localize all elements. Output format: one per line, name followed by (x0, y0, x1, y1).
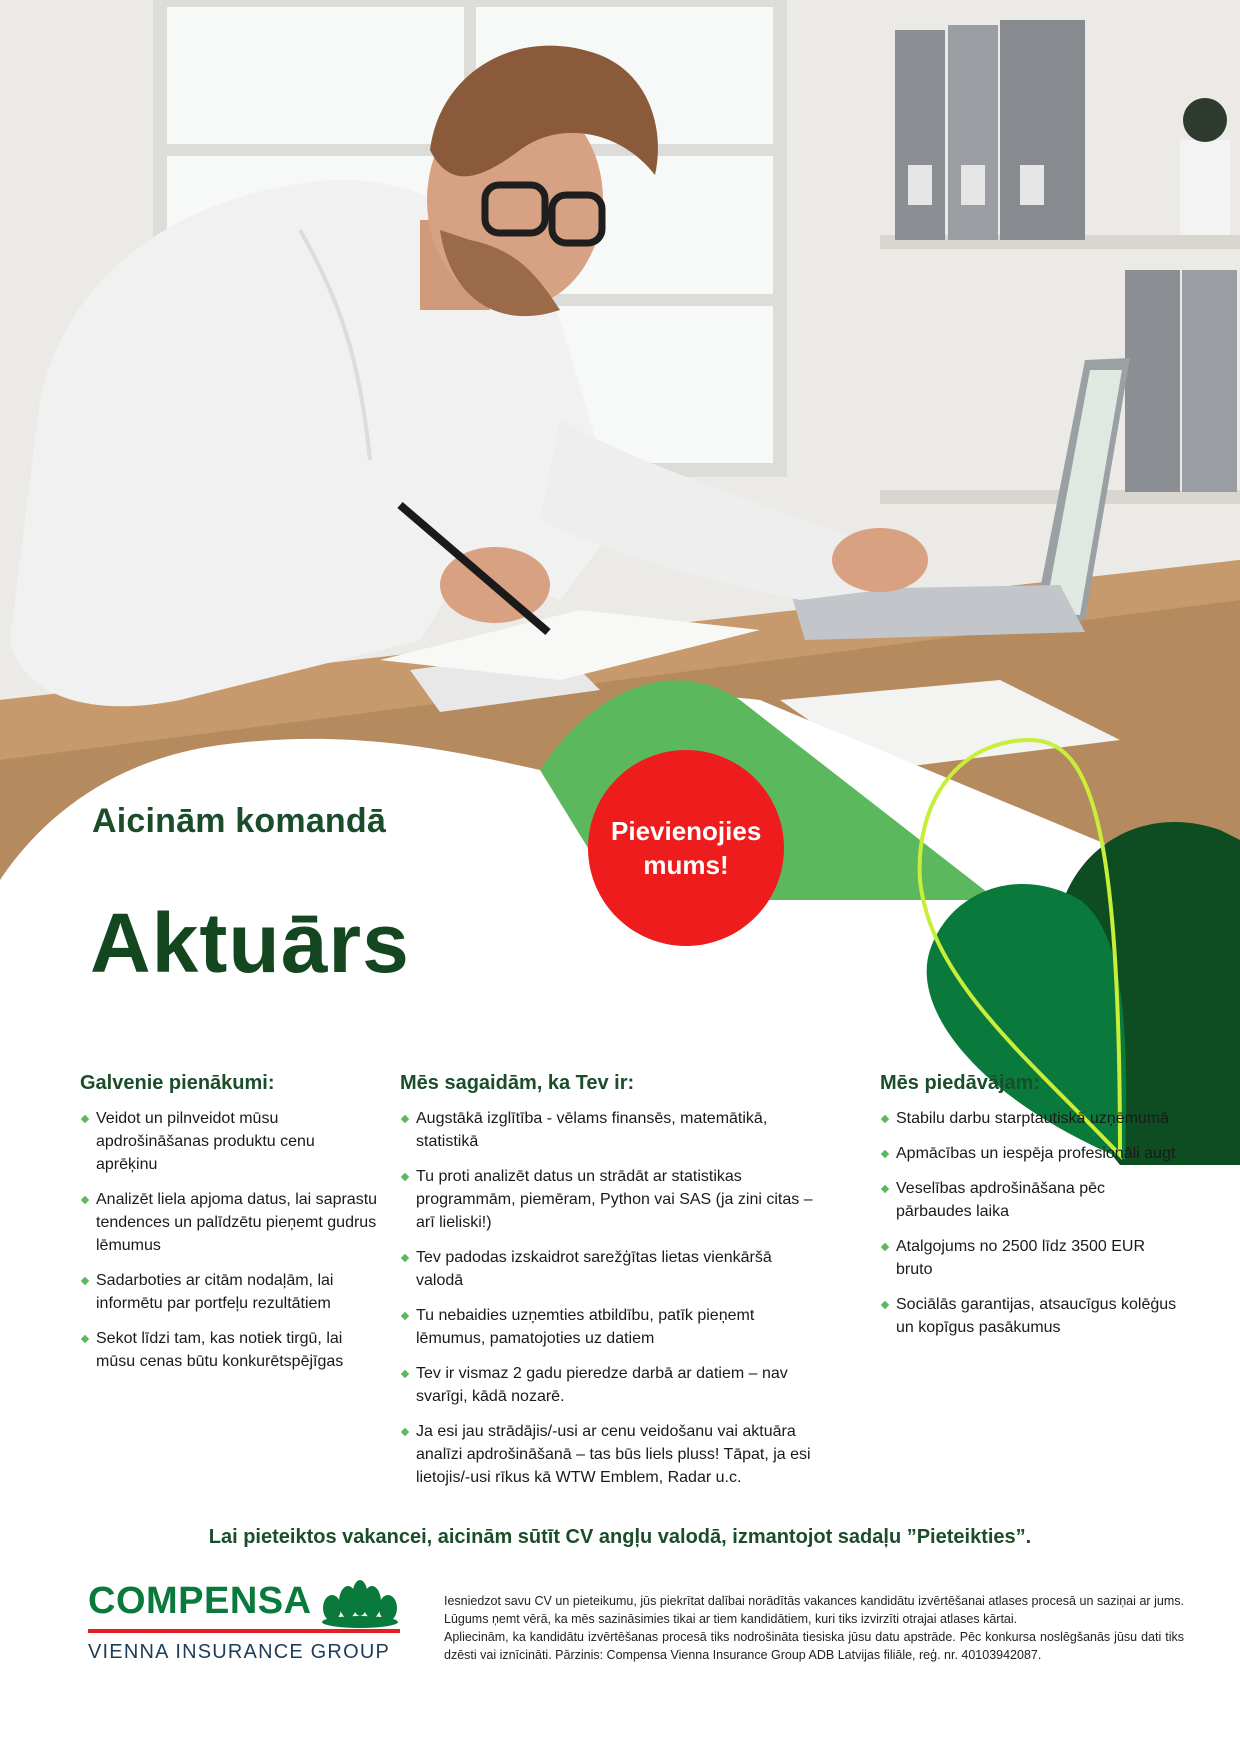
job-title: Aktuārs (90, 896, 410, 990)
duties-heading: Galvenie pienākumi: (80, 1072, 275, 1094)
offer-item: Apmācības un iespēja profesionāli augt (880, 1142, 1180, 1165)
offer-item: Veselības apdrošināšana pēc pārbaudes laika (880, 1177, 1180, 1223)
requirement-item: Tu proti analizēt datus un strādāt ar statistikas programmām, piemēram, Python vai SAS (ja zini citas – arī lieliski!) (400, 1165, 820, 1234)
logo-wordmark: COMPENSA (88, 1580, 312, 1622)
duty-item: Veidot un pilnveidot mūsu apdrošināšanas produktu cenu aprēķinu (80, 1107, 380, 1176)
logo-subtitle: VIENNA INSURANCE GROUP (88, 1641, 391, 1663)
duty-item: Sekot līdzi tam, kas notiek tirgū, lai mūsu cenas būtu konkurētspējīgas (80, 1327, 380, 1373)
duty-item: Sadarboties ar citām nodaļām, lai informētu par portfeļu rezultātiem (80, 1269, 380, 1315)
legal-paragraph: Iesniedzot savu CV un pieteikumu, jūs piekrītat dalībai norādītās vakances kandidātu izvērtēšanai atlases procesā un saziņai ar jums. Lūgums ņemt vērā, ka mēs sazināsimies tikai ar tiem kandidātiem, kuri tiks izvirzīti otrajai atlases kārtai. (444, 1594, 1184, 1626)
badge-line1: Pievienojies (611, 816, 762, 846)
logo-divider (88, 1629, 400, 1633)
requirement-item: Tev ir vismaz 2 gadu pieredze darbā ar datiem – nav svarīgi, kādā nozarē. (400, 1362, 820, 1408)
requirements-column (400, 1072, 820, 1501)
offer-heading: Mēs piedāvājam: (880, 1072, 1041, 1094)
offer-item: Stabilu darbu starptautiskā uzņēmumā (880, 1107, 1180, 1130)
shell-icon (320, 1580, 400, 1628)
offer-item: Sociālās garantijas, atsaucīgus kolēģus un kopīgus pasākumus (880, 1293, 1180, 1339)
requirements-heading: Mēs sagaidām, ka Tev ir: (400, 1072, 635, 1094)
duties-column (80, 1072, 380, 1385)
company-logo (88, 1580, 400, 1664)
join-us-badge (588, 750, 784, 946)
legal-paragraph: Apliecinām, ka kandidātu izvērtēšanas procesā tiks nodrošināta tiesiska jūsu datu apstrāde. Pēc konkursa noslēgšanās jūsu dati tiks dzēsti vai iznīcināti. Pārzinis: Compensa Vienna Insurance Group ADB Latvijas filiāle, reģ. nr. 40103942087. (444, 1630, 1184, 1662)
duty-item: Analizēt liela apjoma datus, lai saprastu tendences un palīdzētu pieņemt gudrus lēmumus (80, 1188, 380, 1257)
legal-notice (444, 1592, 1184, 1664)
offer-column (880, 1072, 1180, 1351)
offer-item: Atalgojums no 2500 līdz 3500 EUR bruto (880, 1235, 1180, 1281)
requirement-item: Tev padodas izskaidrot sarežģītas lietas vienkāršā valodā (400, 1246, 820, 1292)
apply-instruction: Lai pieteiktos vakancei, aicinām sūtīt CV angļu valodā, izmantojot sadaļu ”Pieteikties”. (208, 1526, 1032, 1548)
requirement-item: Tu nebaidies uzņemties atbildību, patīk pieņemt lēmumus, pamatojoties uz datiem (400, 1304, 820, 1350)
badge-line2: mums! (643, 850, 729, 880)
headline: Aicinām komandā (92, 802, 386, 840)
requirement-item: Augstākā izglītība - vēlams finansēs, matemātikā, statistikā (400, 1107, 820, 1153)
requirement-item: Ja esi jau strādājis/-usi ar cenu veidošanu vai aktuāra analīzi apdrošināšanā – tas būs liels pluss! Tāpat, ja esi lietojis/-usi rīkus kā WTW Emblem, Radar u.c. (400, 1420, 820, 1489)
